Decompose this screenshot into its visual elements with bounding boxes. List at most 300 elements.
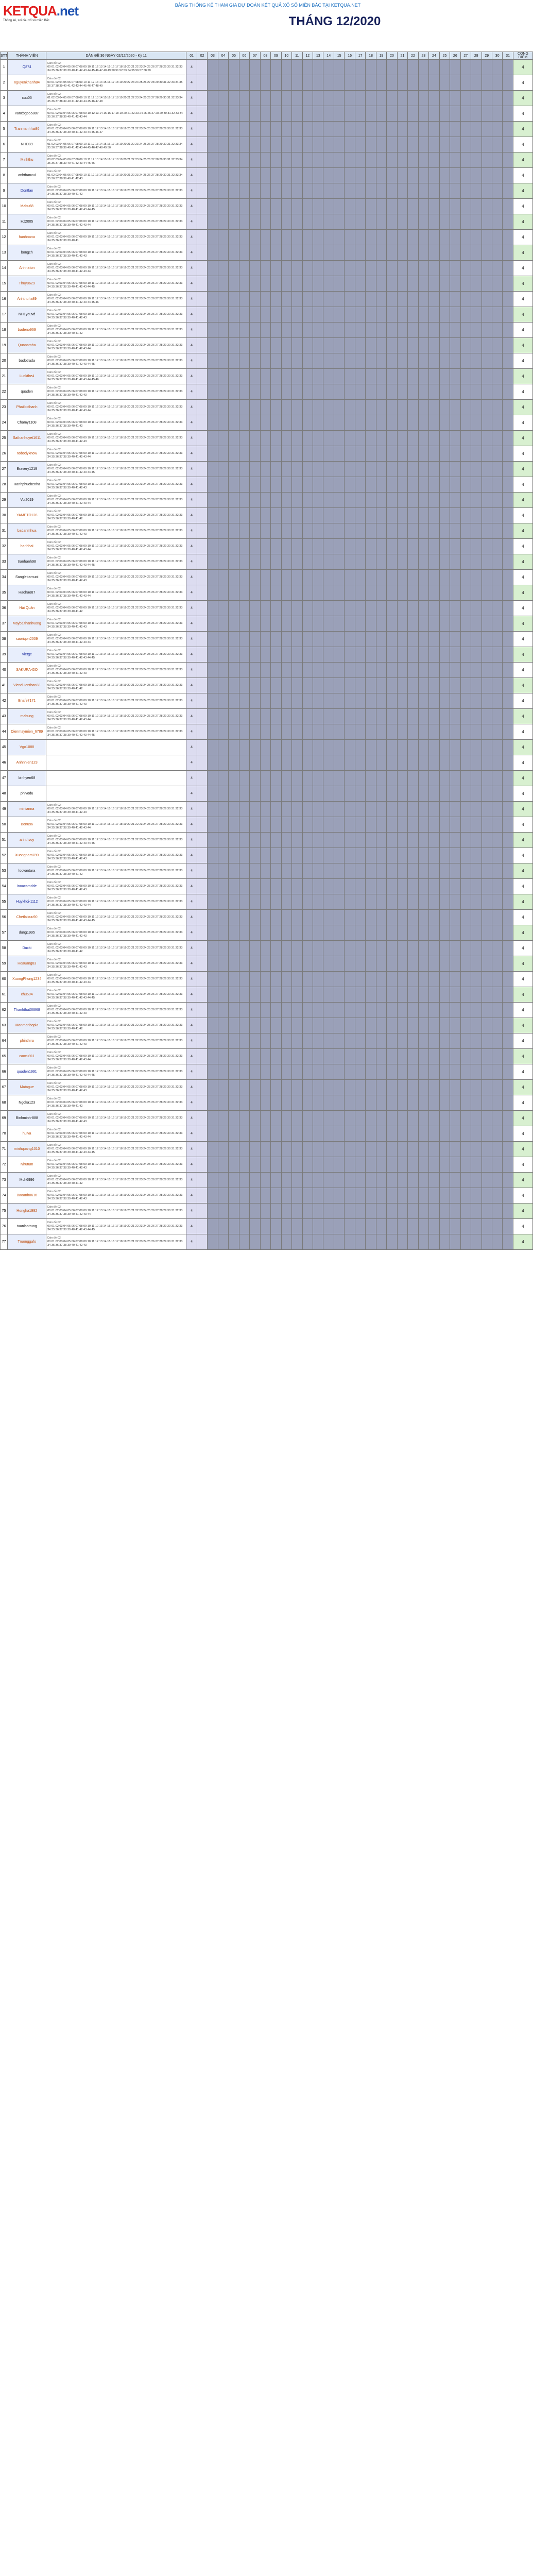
member-link[interactable]: phivodu [20, 792, 33, 795]
day-score-cell [397, 740, 407, 755]
row-numbers-cell [46, 539, 186, 554]
day-score-cell [429, 987, 439, 1003]
member-link[interactable]: hanhhai [20, 545, 33, 548]
member-link[interactable]: Ducki [22, 946, 31, 950]
day-score-cell [271, 415, 281, 431]
day-score-cell [313, 879, 323, 894]
day-score-cell [471, 307, 482, 323]
member-link[interactable]: Tranmanhhai86 [14, 127, 40, 131]
day-score-cell [397, 338, 407, 353]
member-link[interactable]: Vietge [22, 653, 32, 656]
row-stt: 32 [1, 539, 8, 554]
day-score-cell [503, 1157, 513, 1173]
member-link[interactable]: Phatlocthanh [16, 405, 38, 409]
day-score-cell [492, 1018, 502, 1033]
day-score-cell [302, 1111, 313, 1126]
day-score-cell [197, 75, 207, 91]
member-link[interactable]: cuu05 [22, 96, 32, 100]
day-score-cell [260, 477, 270, 493]
day-score-cell [281, 817, 291, 833]
member-link[interactable]: Huykhoi-1112 [16, 900, 38, 904]
day-score-cell [439, 168, 450, 183]
member-link[interactable]: Nhutum [20, 1163, 33, 1166]
row-total: 4 [513, 323, 532, 338]
day-score-cell [429, 508, 439, 523]
member-link[interactable]: Haohao87 [19, 591, 36, 595]
member-link[interactable]: Sanglebamuoi [15, 575, 39, 579]
header-day: 09 [271, 52, 281, 60]
row-total: 4 [513, 462, 532, 477]
day-score-cell [503, 1234, 513, 1250]
day-score-cell [366, 554, 376, 570]
day-score-cell [482, 740, 492, 755]
day-score-cell [292, 106, 302, 122]
member-link[interactable]: Anhnaton [19, 266, 35, 270]
member-link[interactable]: vanxbgo55887 [15, 112, 39, 115]
member-link[interactable]: SAKURA-GO [16, 668, 38, 672]
day-score-cell [292, 523, 302, 539]
day-score-cell [471, 802, 482, 817]
row-member-cell [8, 755, 46, 771]
member-link[interactable]: tuanlaotrung [16, 1225, 37, 1228]
day-score-cell [323, 493, 334, 508]
day-score-cell [387, 338, 397, 353]
day-score-cell [239, 307, 249, 323]
member-link[interactable]: NH1yeuvd [18, 313, 36, 316]
member-link[interactable]: Anhnhien123 [16, 761, 38, 765]
day-score-cell [218, 1033, 228, 1049]
day-score-cell [418, 570, 428, 585]
row-member-cell [8, 60, 46, 75]
day-score-cell [302, 755, 313, 771]
row-stt: 8 [1, 168, 8, 183]
member-link[interactable]: Chetlaixuu90 [16, 916, 38, 919]
row-total: 4 [513, 941, 532, 956]
day-score-cell [345, 554, 355, 570]
row-total: 4 [513, 400, 532, 415]
day-score-cell [387, 956, 397, 972]
table-row [1, 1111, 533, 1126]
member-link[interactable]: Manmanbopia [15, 1024, 39, 1027]
member-link[interactable]: NHD89 [21, 143, 33, 146]
header-day: 08 [260, 52, 270, 60]
day-score-cell [460, 137, 471, 152]
day-score-cell [471, 199, 482, 214]
day-score-cell [345, 1157, 355, 1173]
member-link[interactable]: Quanamha [18, 344, 36, 347]
member-link[interactable]: Ngoka123 [19, 1101, 36, 1105]
day-score-cell [345, 1219, 355, 1234]
member-link[interactable]: Vgo1088 [20, 745, 35, 749]
member-link[interactable]: hanhnana [19, 235, 35, 239]
member-link[interactable]: Hoauang83 [18, 962, 37, 965]
header-day: 21 [397, 52, 407, 60]
member-link[interactable]: Bnafe7171 [18, 699, 36, 703]
day-score-cell [418, 848, 428, 863]
member-link[interactable]: bongch [21, 251, 33, 255]
day-score-cell [439, 338, 450, 353]
day-score-cell [292, 1142, 302, 1157]
day-score-cell [302, 539, 313, 554]
day-score-cell [302, 1219, 313, 1234]
day-score-cell [334, 245, 344, 261]
day-score-cell [313, 1033, 323, 1049]
day-score-cell [408, 554, 418, 570]
member-link[interactable]: Thanhthat06868 [13, 1008, 40, 1012]
day-score-cell [418, 910, 428, 925]
day-score-cell [218, 601, 228, 616]
member-link[interactable]: Maybaithanhvong [12, 622, 41, 625]
member-link[interactable]: Sathanhuyet1611 [13, 436, 41, 440]
day-score-cell [439, 183, 450, 199]
member-link[interactable]: Chamy1108 [17, 421, 37, 425]
day-score-cell [492, 508, 502, 523]
numbers-label: Dàn đề 02: [47, 572, 62, 575]
day-score-cell [345, 1080, 355, 1095]
day-score-cell [418, 693, 428, 709]
row-total: 4 [513, 477, 532, 493]
day-score-cell [208, 755, 218, 771]
row-numbers-cell [46, 1018, 186, 1033]
numbers-list: 00 01 02 03 04 05 06 07 08 09 10 11 12 13 14 15 16 17 18 19 20 21 22 23 24 25 26 27 28 29 30 31 32 33 34 35 36 37 38 39 40 41 42 43 44 45 46 [47, 375, 183, 381]
row-member-cell [8, 1003, 46, 1018]
day-score-cell [345, 786, 355, 802]
day-score-cell [250, 1126, 260, 1142]
day-score-cell [397, 833, 407, 848]
day-score-cell [334, 477, 344, 493]
day-score-cell [334, 338, 344, 353]
day-score-cell [418, 230, 428, 245]
day-score-cell: 4 [186, 647, 197, 663]
numbers-label: Dàn đề 02: [47, 1221, 62, 1224]
row-member-cell [8, 1157, 46, 1173]
day-score-cell [271, 709, 281, 724]
day-score-cell [408, 1234, 418, 1250]
day-score-cell [460, 493, 471, 508]
day-score-cell [366, 771, 376, 786]
day-score-cell [313, 415, 323, 431]
member-link[interactable]: Matague [20, 1086, 34, 1089]
day-score-cell [482, 1033, 492, 1049]
day-score-cell [260, 400, 270, 415]
member-link[interactable]: caoxu911 [19, 1055, 35, 1058]
day-score-cell [260, 168, 270, 183]
day-score-cell [408, 1173, 418, 1188]
row-total: 4 [513, 755, 532, 771]
day-score-cell [239, 802, 249, 817]
day-score-cell [197, 616, 207, 632]
member-link[interactable]: anhthvuy [19, 838, 35, 842]
day-score-cell [387, 261, 397, 276]
day-score-cell [260, 137, 270, 152]
day-score-cell [208, 693, 218, 709]
row-total: 4 [513, 446, 532, 462]
day-score-cell [197, 214, 207, 230]
day-score-cell [239, 152, 249, 168]
header-day: 30 [492, 52, 502, 60]
day-score-cell [334, 570, 344, 585]
day-score-cell [292, 369, 302, 384]
member-link[interactable]: chu504 [21, 993, 33, 996]
day-score-cell [429, 1142, 439, 1157]
member-link[interactable]: Dontfan [20, 189, 33, 193]
day-score-cell [450, 585, 460, 601]
member-link[interactable]: Luckthe4 [19, 375, 35, 378]
member-link[interactable]: phinthira [20, 1039, 34, 1043]
day-score-cell [218, 709, 228, 724]
day-score-cell [197, 724, 207, 740]
day-score-cell [471, 755, 482, 771]
table-row [1, 214, 533, 230]
day-score-cell [218, 462, 228, 477]
member-link[interactable]: Binhminh-888 [15, 1116, 38, 1120]
day-score-cell [418, 1033, 428, 1049]
day-score-cell: 4 [186, 307, 197, 323]
member-link[interactable]: badotrada [19, 359, 35, 363]
day-score-cell [313, 848, 323, 863]
row-member-cell [8, 894, 46, 910]
day-score-cell [334, 292, 344, 307]
member-link[interactable]: Hanhphucbenha [13, 483, 40, 486]
day-score-cell [482, 817, 492, 833]
day-score-cell [408, 137, 418, 152]
day-score-cell [281, 106, 291, 122]
day-score-cell [482, 462, 492, 477]
day-score-cell [355, 647, 365, 663]
day-score-cell [482, 678, 492, 693]
day-score-cell [334, 1234, 344, 1250]
day-score-cell [439, 1033, 450, 1049]
day-score-cell [471, 863, 482, 879]
day-score-cell [397, 910, 407, 925]
member-link[interactable]: badeno969 [18, 328, 36, 332]
day-score-cell [471, 601, 482, 616]
member-link[interactable]: locvantara [19, 869, 36, 873]
day-score-cell [250, 740, 260, 755]
row-stt: 73 [1, 1173, 8, 1188]
day-score-cell: 4 [186, 833, 197, 848]
member-link[interactable]: binhyen68 [19, 776, 36, 780]
day-score-cell [408, 199, 418, 214]
day-score-cell [482, 183, 492, 199]
day-score-cell [355, 570, 365, 585]
member-link[interactable]: Mabu68 [20, 205, 33, 208]
member-link[interactable]: anhthanvui [18, 174, 36, 177]
day-score-cell [387, 755, 397, 771]
day-score-cell [260, 1003, 270, 1018]
day-score-cell [239, 462, 249, 477]
day-score-cell [482, 987, 492, 1003]
day-score-cell [482, 925, 492, 941]
day-score-cell [323, 199, 334, 214]
day-score-cell [460, 1064, 471, 1080]
row-total: 4 [513, 771, 532, 786]
day-score-cell [503, 632, 513, 647]
day-score-cell [439, 771, 450, 786]
member-link[interactable]: saoriqon2009 [15, 637, 38, 641]
row-total: 4 [513, 585, 532, 601]
day-score-cell [355, 384, 365, 400]
header-day: 04 [218, 52, 228, 60]
member-link[interactable]: minianna [19, 807, 35, 811]
day-score-cell [345, 523, 355, 539]
numbers-list: 00 01 02 03 04 05 06 07 08 09 10 11 12 13 14 15 16 17 18 19 20 21 22 23 24 25 26 27 28 29 30 31 32 33 34 35 36 37 38 39 40 41 42 43 44 [47, 220, 183, 227]
member-link[interactable]: quaden1991 [16, 1070, 37, 1074]
day-score-cell [429, 323, 439, 338]
header-name: THÀNH VIÊN [8, 52, 46, 60]
site-logo[interactable] [3, 3, 79, 26]
member-link[interactable]: Truonggafo [18, 1240, 36, 1244]
day-score-cell [323, 678, 334, 693]
day-score-cell [218, 678, 228, 693]
day-score-cell [323, 755, 334, 771]
day-score-cell [408, 709, 418, 724]
row-stt: 65 [1, 1049, 8, 1064]
member-link[interactable]: Bravery1219 [16, 467, 38, 471]
member-link[interactable]: nobodyknow [16, 452, 37, 455]
day-score-cell [376, 1095, 386, 1111]
day-score-cell [439, 1003, 450, 1018]
member-link[interactable]: Vui2019 [20, 498, 33, 502]
day-score-cell: 4 [186, 1157, 197, 1173]
day-score-cell [355, 369, 365, 384]
member-link[interactable]: quaden [21, 390, 33, 394]
day-score-cell [218, 199, 228, 214]
day-score-cell [471, 168, 482, 183]
day-score-cell [239, 245, 249, 261]
day-score-cell [229, 245, 239, 261]
row-stt: 11 [1, 214, 8, 230]
member-link[interactable]: Q874 [22, 65, 31, 69]
row-member-cell [8, 353, 46, 369]
member-link[interactable]: Anhthuha89 [17, 297, 37, 301]
day-score-cell [492, 230, 502, 245]
member-link[interactable]: Hz2005 [21, 220, 33, 224]
day-score-cell [260, 1188, 270, 1204]
day-score-cell [418, 1188, 428, 1204]
table-row [1, 740, 533, 755]
member-link[interactable]: XuongPhong1234 [12, 977, 42, 981]
day-score-cell [387, 1188, 397, 1204]
table-row [1, 1157, 533, 1173]
member-link[interactable]: Dienmaymien_6789 [11, 730, 43, 734]
row-stt: 4 [1, 106, 8, 122]
day-score-cell [239, 632, 249, 647]
day-score-cell [313, 1126, 323, 1142]
member-link[interactable]: Vienduienthan88 [13, 684, 41, 687]
day-score-cell [197, 1049, 207, 1064]
day-score-cell [397, 199, 407, 214]
day-score-cell: 4 [186, 1126, 197, 1142]
member-link[interactable]: Bonus6 [21, 823, 33, 826]
day-score-cell [218, 585, 228, 601]
member-link[interactable]: Baoanh0616 [16, 1194, 38, 1197]
row-stt: 48 [1, 786, 8, 802]
day-score-cell [492, 1234, 502, 1250]
day-score-cell [376, 817, 386, 833]
day-score-cell [492, 353, 502, 369]
member-link[interactable]: tranhanh98 [18, 560, 36, 564]
day-score-cell [418, 647, 428, 663]
day-score-cell [376, 647, 386, 663]
day-score-cell [471, 446, 482, 462]
day-score-cell [302, 1142, 313, 1157]
row-stt: 68 [1, 1095, 8, 1111]
row-total: 4 [513, 122, 532, 137]
day-score-cell [376, 493, 386, 508]
day-score-cell [292, 879, 302, 894]
day-score-cell [345, 1095, 355, 1111]
day-score-cell [208, 493, 218, 508]
member-link[interactable]: Xuongnam789 [15, 854, 39, 857]
day-score-cell [408, 106, 418, 122]
day-score-cell [281, 894, 291, 910]
member-link[interactable]: Hài Quân [19, 606, 35, 610]
table-row [1, 848, 533, 863]
member-link[interactable]: Thuy8629 [19, 282, 35, 285]
member-link[interactable]: nguyenkhanh84 [14, 81, 40, 84]
day-score-cell [334, 539, 344, 554]
member-link[interactable]: minhquang1010 [14, 1147, 40, 1151]
member-link[interactable]: inoacamdde [17, 885, 37, 888]
day-score-cell [471, 106, 482, 122]
member-link[interactable]: mabung [20, 715, 33, 718]
day-score-cell [260, 307, 270, 323]
row-total: 4 [513, 848, 532, 863]
day-score-cell [345, 570, 355, 585]
day-score-cell [323, 60, 334, 75]
site-tagline: Thống kê, soi cầu xổ số miền Bắc [3, 19, 50, 22]
day-score-cell [260, 910, 270, 925]
day-score-cell [218, 1126, 228, 1142]
day-score-cell: 4 [186, 848, 197, 863]
row-numbers-cell [46, 400, 186, 415]
day-score-cell [408, 894, 418, 910]
day-score-cell: 4 [186, 245, 197, 261]
day-score-cell [302, 323, 313, 338]
day-score-cell [334, 122, 344, 137]
day-score-cell [482, 353, 492, 369]
day-score-cell [239, 910, 249, 925]
day-score-cell [439, 1219, 450, 1234]
day-score-cell [376, 1219, 386, 1234]
day-score-cell [418, 663, 428, 678]
day-score-cell [345, 338, 355, 353]
member-link[interactable]: badanmhua [17, 529, 37, 533]
day-score-cell [292, 956, 302, 972]
numbers-list: 00 01 02 03 04 05 06 07 08 09 10 11 12 13 14 15 16 17 18 19 20 21 22 23 24 25 26 27 28 29 30 31 32 33 34 35 36 37 38 39 40 41 42 [47, 421, 183, 428]
day-score-cell [208, 292, 218, 307]
day-score-cell [503, 817, 513, 833]
member-link[interactable]: Hongha1992 [16, 1209, 38, 1213]
day-score-cell [313, 183, 323, 199]
day-score-cell [355, 60, 365, 75]
member-link[interactable]: dung1995 [19, 931, 35, 935]
day-score-cell [302, 771, 313, 786]
day-score-cell [208, 75, 218, 91]
member-link[interactable]: YAMETO128 [16, 514, 38, 517]
member-link[interactable]: Minhthu [20, 158, 33, 162]
day-score-cell [302, 910, 313, 925]
member-link[interactable]: Mch6996 [19, 1178, 35, 1182]
numbers-label: Dàn đề 02: [47, 201, 62, 204]
day-score-cell [482, 956, 492, 972]
day-score-cell [366, 323, 376, 338]
day-score-cell [229, 1157, 239, 1173]
day-score-cell [503, 755, 513, 771]
day-score-cell [218, 152, 228, 168]
member-link[interactable]: huiva [22, 1132, 31, 1136]
